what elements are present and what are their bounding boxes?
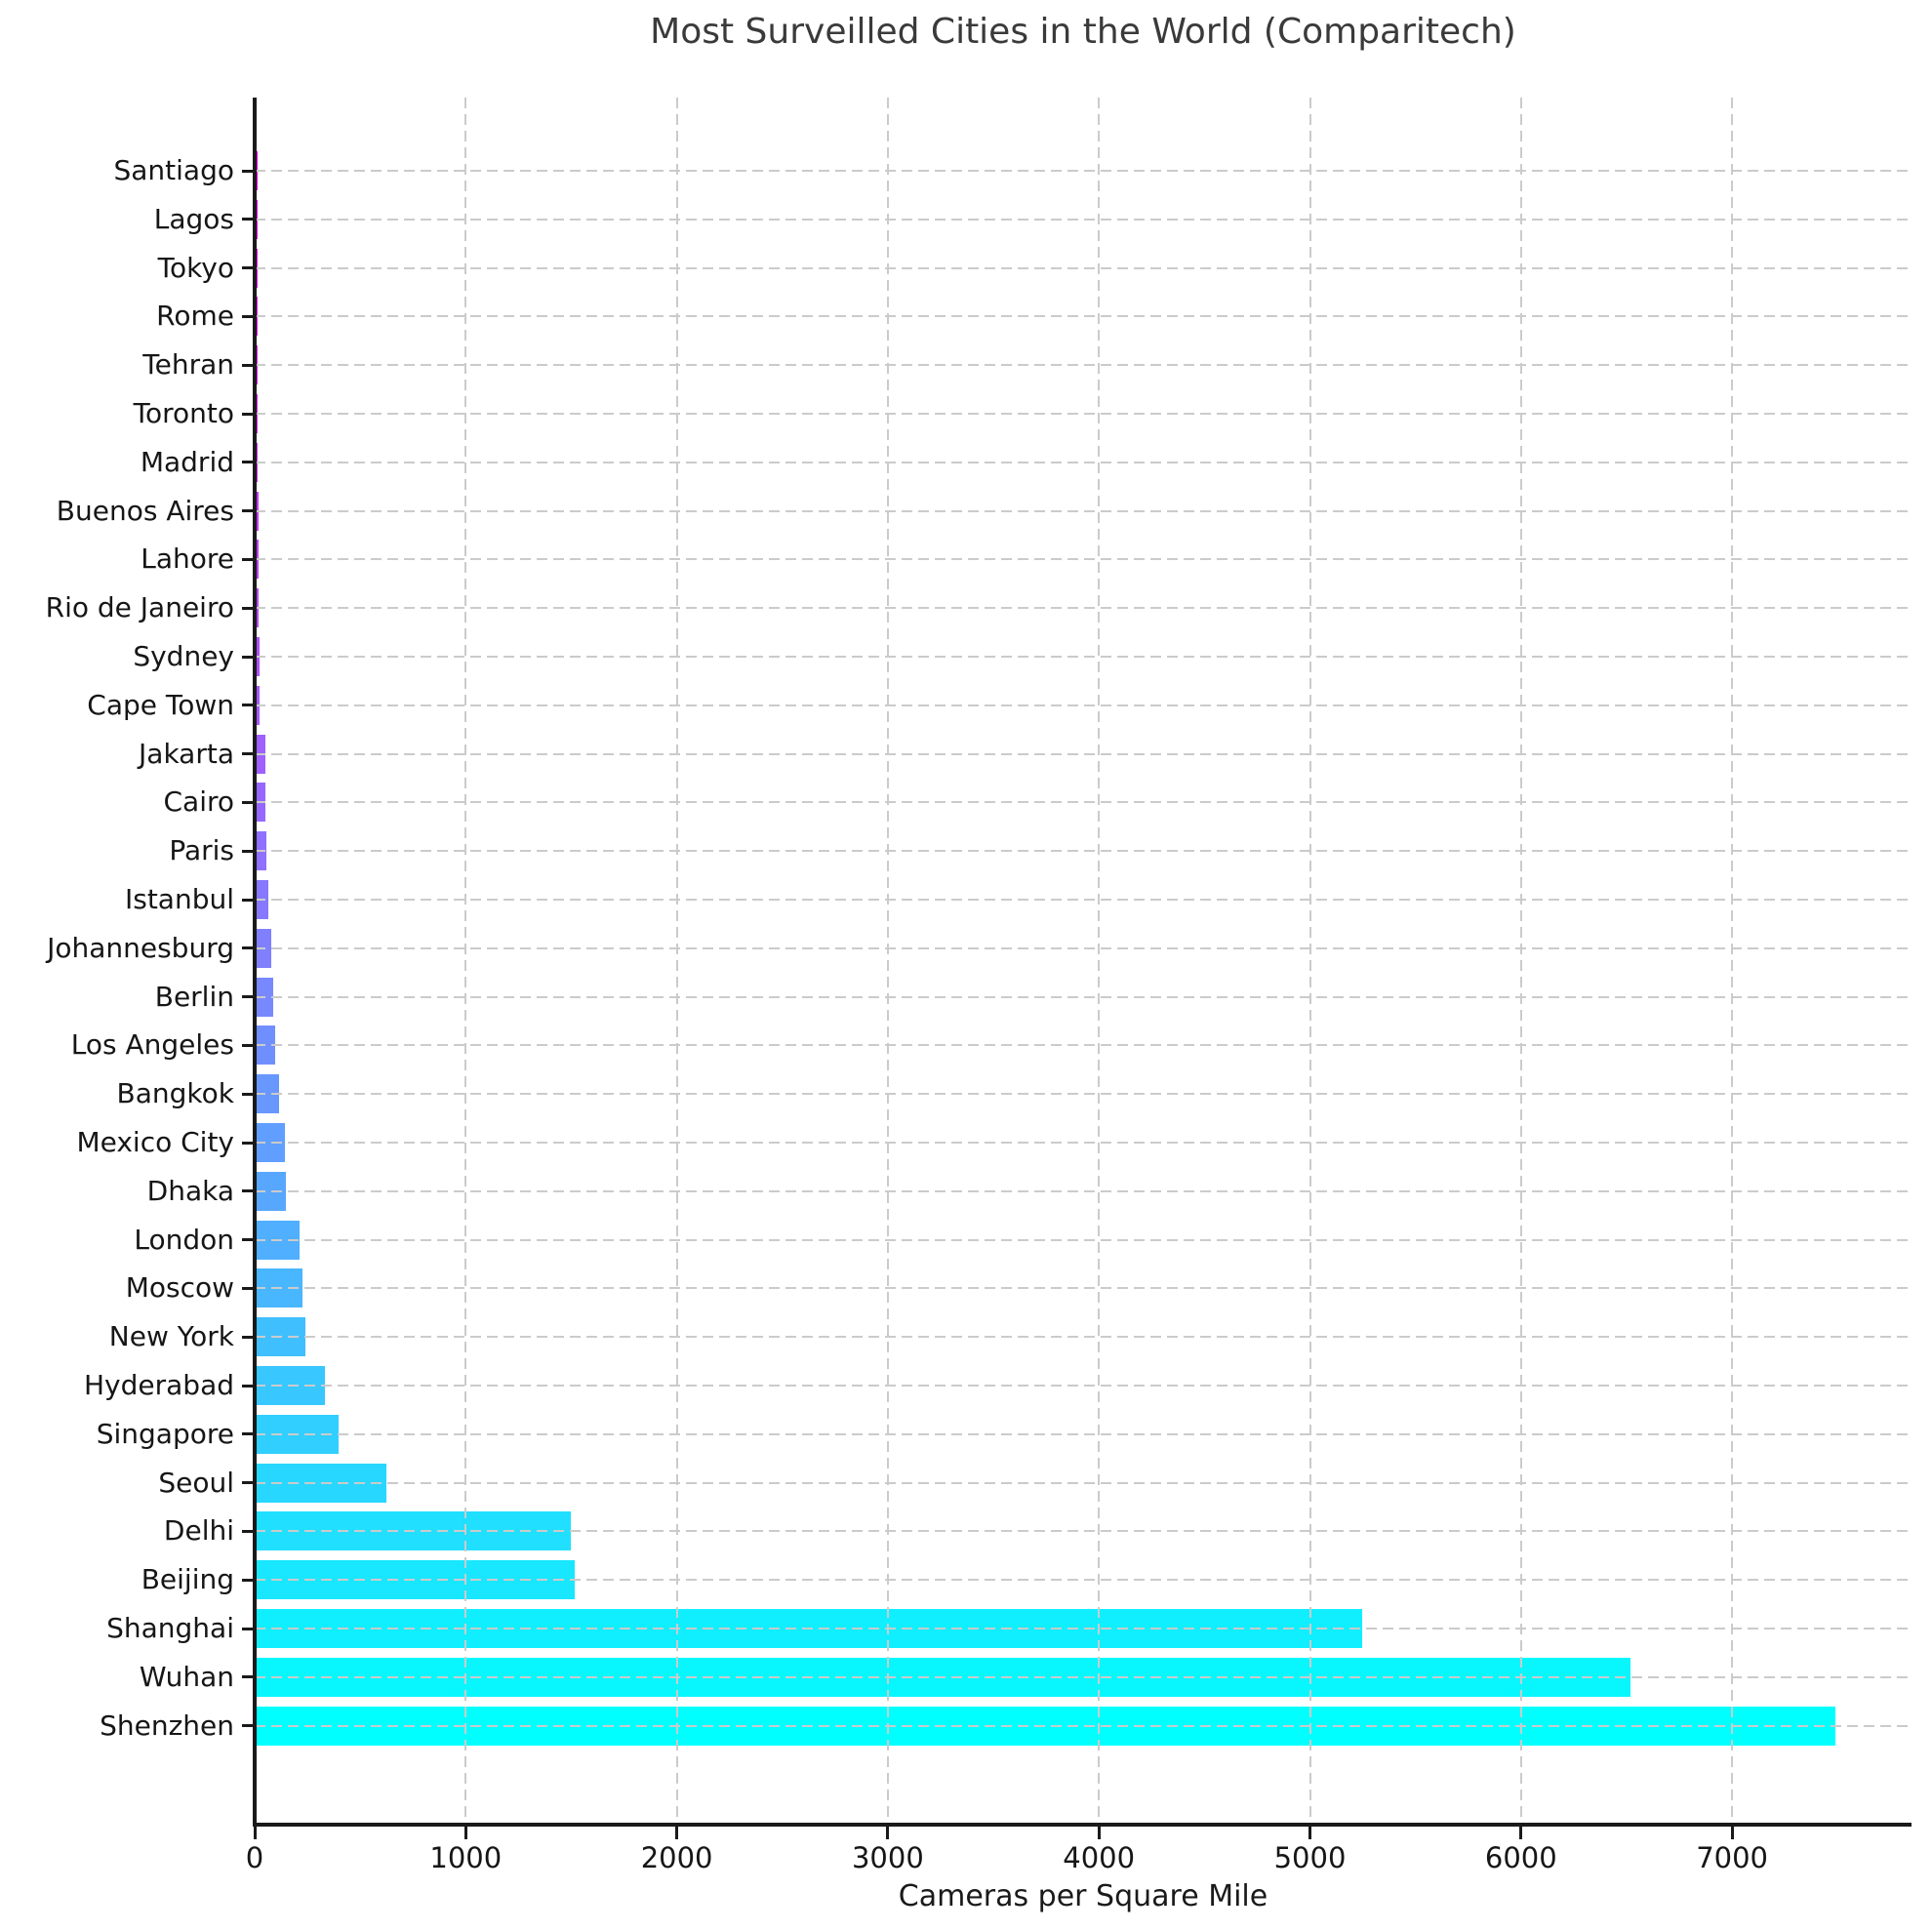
y-tick-label: Wuhan — [139, 1660, 234, 1693]
y-gridline — [255, 1336, 1912, 1338]
y-tick-label: London — [134, 1223, 234, 1256]
y-gridline — [255, 219, 1912, 221]
y-tick-label: Berlin — [154, 980, 234, 1013]
y-tick-label: Beijing — [141, 1563, 234, 1596]
y-tick-label: Los Angeles — [70, 1028, 234, 1062]
y-gridline — [255, 1142, 1912, 1144]
x-tick-label: 5000 — [1273, 1841, 1347, 1874]
y-gridline — [255, 1239, 1912, 1241]
y-gridline — [255, 1725, 1912, 1727]
x-gridline — [887, 98, 889, 1823]
y-tick-label: Mexico City — [76, 1126, 234, 1158]
y-tick-label: Seoul — [158, 1466, 234, 1499]
y-tick-label: Shenzhen — [100, 1709, 234, 1742]
y-gridline — [255, 656, 1912, 658]
y-gridline — [255, 704, 1912, 706]
y-gridline — [255, 1628, 1912, 1629]
y-gridline — [255, 558, 1912, 560]
x-tick-label: 4000 — [1063, 1841, 1136, 1874]
y-tick-label: Singapore — [96, 1417, 234, 1450]
x-gridline — [1098, 98, 1100, 1823]
y-gridline — [255, 947, 1912, 949]
y-tick-label: Cairo — [163, 785, 234, 819]
y-tick-label: Madrid — [140, 445, 234, 478]
y-tick-label: Santiago — [113, 154, 234, 186]
y-gridline — [255, 1044, 1912, 1046]
y-tick-label: Bangkok — [116, 1077, 234, 1110]
x-axis-spine — [253, 1823, 1912, 1827]
x-axis-tick — [1731, 1827, 1734, 1839]
x-tick-label: 2000 — [640, 1841, 713, 1874]
y-tick-label: Rome — [156, 300, 234, 333]
x-axis-label: Cameras per Square Mile — [898, 1879, 1268, 1913]
y-tick-label: Sydney — [133, 640, 234, 672]
y-gridline — [255, 170, 1912, 172]
y-gridline — [255, 996, 1912, 998]
y-gridline — [255, 899, 1912, 901]
y-gridline — [255, 413, 1912, 415]
x-axis-tick — [1098, 1827, 1101, 1839]
y-tick-label: Johannesburg — [47, 931, 234, 964]
y-tick-label: Tokyo — [157, 251, 234, 284]
y-tick-label: Paris — [169, 834, 234, 867]
x-gridline — [1731, 98, 1733, 1823]
y-tick-label: Shanghai — [106, 1612, 234, 1644]
y-tick-label: Tehran — [142, 348, 234, 382]
y-tick-label: Hyderabad — [84, 1369, 234, 1401]
y-tick-label: Istanbul — [124, 883, 234, 915]
y-gridline — [255, 1190, 1912, 1192]
x-axis-tick — [254, 1827, 257, 1839]
y-tick-label: Rio de Janeiro — [45, 591, 234, 624]
y-gridline — [255, 364, 1912, 366]
y-gridline — [255, 1385, 1912, 1387]
chart-title: Most Surveilled Cities in the World (Comparitech) — [650, 12, 1516, 52]
y-tick-label: Jakarta — [139, 737, 234, 770]
y-tick-label: Lahore — [141, 543, 234, 576]
x-tick-label: 7000 — [1696, 1841, 1768, 1874]
x-gridline — [1520, 98, 1522, 1823]
y-gridline — [255, 315, 1912, 317]
y-gridline — [255, 462, 1912, 463]
x-axis-tick — [464, 1827, 467, 1839]
x-tick-label: 0 — [245, 1841, 264, 1874]
y-tick-label: Toronto — [133, 397, 234, 429]
y-tick-label: Buenos Aires — [56, 494, 234, 527]
x-gridline — [464, 98, 466, 1823]
x-tick-label: 1000 — [429, 1841, 503, 1874]
y-tick-label: Delhi — [163, 1514, 234, 1548]
x-axis-tick — [886, 1827, 889, 1839]
y-gridline — [255, 753, 1912, 755]
x-gridline — [1309, 98, 1311, 1823]
x-tick-label: 6000 — [1484, 1841, 1557, 1874]
y-gridline — [255, 1530, 1912, 1532]
x-axis-tick — [675, 1827, 678, 1839]
y-tick-label: Dhaka — [146, 1174, 234, 1207]
y-gridline — [255, 1287, 1912, 1289]
y-tick-label: Moscow — [125, 1271, 234, 1305]
x-axis-tick — [1308, 1827, 1311, 1839]
y-tick-label: Lagos — [153, 202, 234, 235]
y-gridline — [255, 607, 1912, 609]
x-axis-tick — [1519, 1827, 1522, 1839]
y-tick-label: Cape Town — [87, 688, 234, 721]
y-gridline — [255, 510, 1912, 512]
y-gridline — [255, 1579, 1912, 1581]
x-tick-label: 3000 — [851, 1841, 924, 1874]
y-gridline — [255, 1093, 1912, 1095]
y-gridline — [255, 267, 1912, 269]
y-gridline — [255, 1482, 1912, 1484]
y-gridline — [255, 850, 1912, 852]
y-gridline — [255, 1676, 1912, 1678]
y-gridline — [255, 1433, 1912, 1435]
x-gridline — [676, 98, 678, 1823]
y-tick-label: New York — [108, 1320, 234, 1353]
y-axis-spine — [253, 98, 257, 1827]
y-gridline — [255, 801, 1912, 803]
